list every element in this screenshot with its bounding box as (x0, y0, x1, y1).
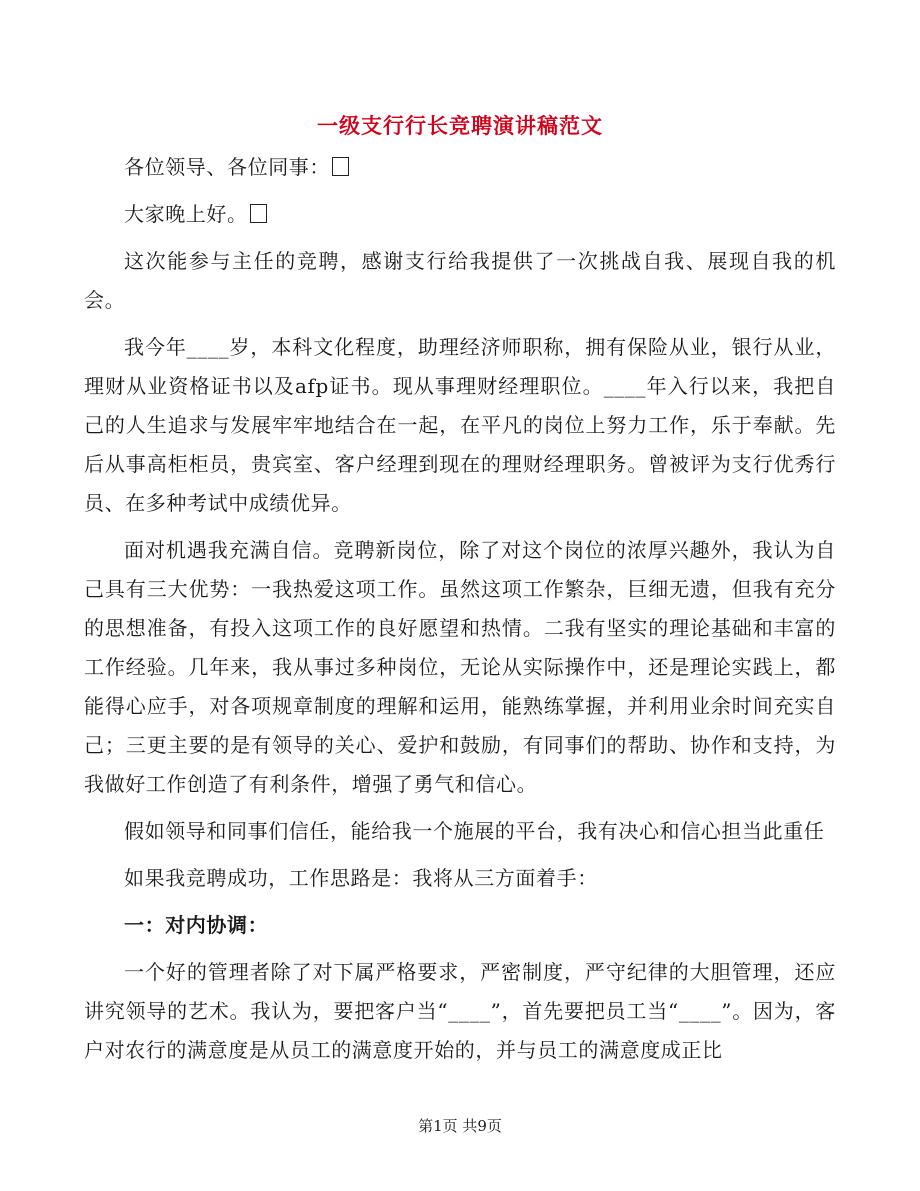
placeholder-box-icon (332, 157, 349, 176)
document-body (84, 148, 836, 1078)
body-paragraph: 我今年____岁，本科文化程度，助理经济师职称，拥有保险从业，银行从业，理财从业资格证书以及afp证书。现从事理财经理职位。____年入行以来，我把自己的人生追求与发展牢牢地结合在一起，在平凡的岗位上努力工作，乐于奉献。先后从事高柜柜员，贵宾室、客户经理到现在的理财经理职务。曾被评为支行优秀行员、在多种考试中成绩优异。 (84, 335, 836, 515)
body-paragraph: 面对机遇我充满自信。竞聘新岗位，除了对这个岗位的浓厚兴趣外，我认为自己具有三大优势：一我热爱这项工作。虽然这项工作繁杂，巨细无遗，但我有充分的思想准备，有投入这项工作的良好愿望和热情。二我有坚实的理论基础和丰富的工作经验。几年来，我从事过多种岗位，无论从实际操作中，还是理论实践上，都能得心应手，对各项规章制度的理解和运用，能熟练掌握，并利用业余时间充实自己；三更主要的是有领导的关心、爱护和鼓励，有同事们的帮助、协作和支持，为我做好工作创造了有利条件，增强了勇气和信心。 (84, 538, 836, 796)
salutation-paragraph (84, 148, 836, 187)
body-paragraph: 假如领导和同事们信任，能给我一个施展的平台，我有决心和信心担当此重任 (124, 819, 825, 843)
body-paragraph: 一个好的管理者除了对下属严格要求，严密制度，严守纪律的大胆管理，还应讲究领导的艺术。我认为，要把客户当“____”，首先要把员工当“____”。因为，客户对农行的满意度是从员工的满意度开始的，并与员工的满意度成正比 (84, 960, 836, 1062)
section-heading: 一：对内协调： (124, 913, 269, 937)
paragraph-text: 大家晚上好。 (124, 202, 248, 226)
greeting-paragraph (84, 195, 836, 234)
body-paragraph: 如果我竞聘成功，工作思路是：我将从三方面着手： (124, 866, 598, 890)
paragraph-text: 各位领导、各位同事： (124, 155, 330, 179)
placeholder-box-icon (250, 204, 267, 223)
document-title: 一级支行行长竞聘演讲稿范文 (317, 113, 603, 138)
body-paragraph: 这次能参与主任的竞聘，感谢支行给我提供了一次挑战自我、展现自我的机会。 (84, 249, 836, 312)
page-number-footer: 第1页 共9页 (418, 1117, 502, 1135)
